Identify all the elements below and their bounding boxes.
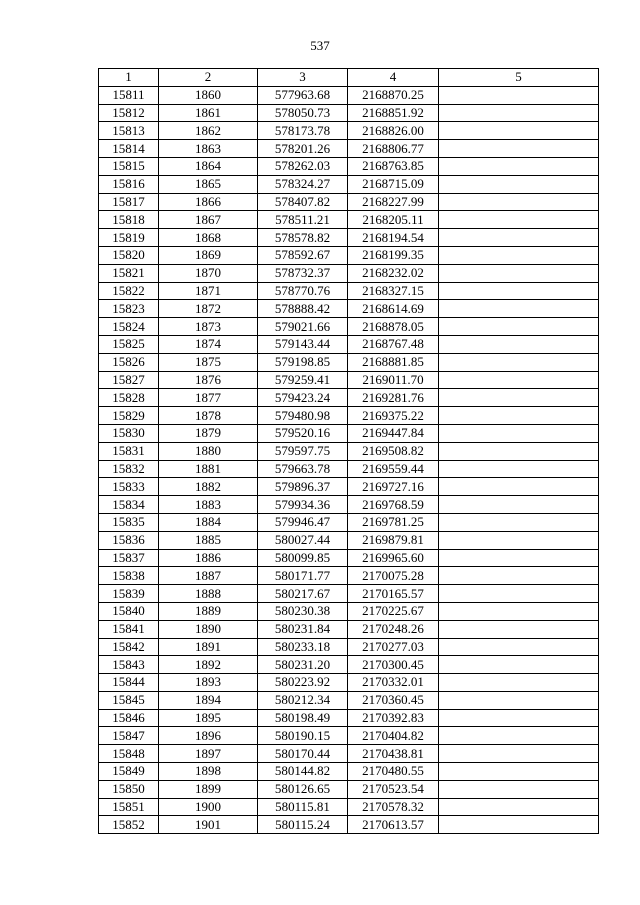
table-row bbox=[99, 122, 599, 140]
point-number-cell: 15833 bbox=[99, 478, 159, 496]
note-cell bbox=[439, 549, 599, 567]
note-cell bbox=[439, 104, 599, 122]
vertex-number-cell: 1862 bbox=[159, 122, 258, 140]
y-coordinate-cell: 2168614.69 bbox=[348, 300, 439, 318]
note-cell bbox=[439, 709, 599, 727]
note-cell bbox=[439, 157, 599, 175]
table-row bbox=[99, 656, 599, 674]
y-coordinate-cell: 2170480.55 bbox=[348, 763, 439, 781]
table-row bbox=[99, 460, 599, 478]
note-cell bbox=[439, 211, 599, 229]
vertex-number-cell: 1886 bbox=[159, 549, 258, 567]
vertex-number-cell: 1873 bbox=[159, 318, 258, 336]
note-cell bbox=[439, 424, 599, 442]
vertex-number-cell: 1901 bbox=[159, 816, 258, 834]
x-coordinate-cell: 578592.67 bbox=[258, 246, 348, 264]
point-number-cell: 15836 bbox=[99, 531, 159, 549]
x-coordinate-cell: 580198.49 bbox=[258, 709, 348, 727]
y-coordinate-cell: 2169879.81 bbox=[348, 531, 439, 549]
x-coordinate-cell: 578511.21 bbox=[258, 211, 348, 229]
vertex-number-cell: 1863 bbox=[159, 140, 258, 158]
note-cell bbox=[439, 229, 599, 247]
column-header-2: 2 bbox=[159, 69, 258, 87]
vertex-number-cell: 1891 bbox=[159, 638, 258, 656]
table-row bbox=[99, 264, 599, 282]
vertex-number-cell: 1882 bbox=[159, 478, 258, 496]
table-row bbox=[99, 638, 599, 656]
x-coordinate-cell: 580144.82 bbox=[258, 763, 348, 781]
x-coordinate-cell: 580027.44 bbox=[258, 531, 348, 549]
point-number-cell: 15849 bbox=[99, 763, 159, 781]
x-coordinate-cell: 580217.67 bbox=[258, 585, 348, 603]
table-row bbox=[99, 140, 599, 158]
vertex-number-cell: 1898 bbox=[159, 763, 258, 781]
table-row bbox=[99, 763, 599, 781]
point-number-cell: 15840 bbox=[99, 602, 159, 620]
y-coordinate-cell: 2169281.76 bbox=[348, 389, 439, 407]
note-cell bbox=[439, 246, 599, 264]
point-number-cell: 15844 bbox=[99, 674, 159, 692]
table-row bbox=[99, 531, 599, 549]
point-number-cell: 15850 bbox=[99, 780, 159, 798]
vertex-number-cell: 1860 bbox=[159, 86, 258, 104]
point-number-cell: 15831 bbox=[99, 442, 159, 460]
point-number-cell: 15848 bbox=[99, 745, 159, 763]
table-body bbox=[99, 86, 599, 833]
point-number-cell: 15829 bbox=[99, 407, 159, 425]
vertex-number-cell: 1892 bbox=[159, 656, 258, 674]
point-number-cell: 15837 bbox=[99, 549, 159, 567]
vertex-number-cell: 1883 bbox=[159, 496, 258, 514]
vertex-number-cell: 1877 bbox=[159, 389, 258, 407]
point-number-cell: 15826 bbox=[99, 353, 159, 371]
note-cell bbox=[439, 745, 599, 763]
x-coordinate-cell: 580171.77 bbox=[258, 567, 348, 585]
point-number-cell: 15811 bbox=[99, 86, 159, 104]
point-number-cell: 15845 bbox=[99, 691, 159, 709]
note-cell bbox=[439, 567, 599, 585]
y-coordinate-cell: 2168194.54 bbox=[348, 229, 439, 247]
point-number-cell: 15842 bbox=[99, 638, 159, 656]
note-cell bbox=[439, 780, 599, 798]
vertex-number-cell: 1881 bbox=[159, 460, 258, 478]
table-row bbox=[99, 157, 599, 175]
point-number-cell: 15825 bbox=[99, 335, 159, 353]
point-number-cell: 15832 bbox=[99, 460, 159, 478]
point-number-cell: 15852 bbox=[99, 816, 159, 834]
vertex-number-cell: 1875 bbox=[159, 353, 258, 371]
vertex-number-cell: 1889 bbox=[159, 602, 258, 620]
point-number-cell: 15830 bbox=[99, 424, 159, 442]
x-coordinate-cell: 580233.18 bbox=[258, 638, 348, 656]
y-coordinate-cell: 2170392.83 bbox=[348, 709, 439, 727]
vertex-number-cell: 1861 bbox=[159, 104, 258, 122]
table-row bbox=[99, 620, 599, 638]
note-cell bbox=[439, 816, 599, 834]
y-coordinate-cell: 2168205.11 bbox=[348, 211, 439, 229]
vertex-number-cell: 1888 bbox=[159, 585, 258, 603]
note-cell bbox=[439, 353, 599, 371]
x-coordinate-cell: 580115.24 bbox=[258, 816, 348, 834]
table-row bbox=[99, 246, 599, 264]
y-coordinate-cell: 2168826.00 bbox=[348, 122, 439, 140]
point-number-cell: 15820 bbox=[99, 246, 159, 264]
x-coordinate-cell: 580212.34 bbox=[258, 691, 348, 709]
note-cell bbox=[439, 122, 599, 140]
table-row bbox=[99, 567, 599, 585]
note-cell bbox=[439, 335, 599, 353]
x-coordinate-cell: 580126.65 bbox=[258, 780, 348, 798]
x-coordinate-cell: 579259.41 bbox=[258, 371, 348, 389]
vertex-number-cell: 1880 bbox=[159, 442, 258, 460]
x-coordinate-cell: 578770.76 bbox=[258, 282, 348, 300]
table-row bbox=[99, 407, 599, 425]
point-number-cell: 15822 bbox=[99, 282, 159, 300]
y-coordinate-cell: 2169559.44 bbox=[348, 460, 439, 478]
vertex-number-cell: 1866 bbox=[159, 193, 258, 211]
table-header-row bbox=[99, 69, 599, 87]
vertex-number-cell: 1896 bbox=[159, 727, 258, 745]
table-row bbox=[99, 371, 599, 389]
y-coordinate-cell: 2168851.92 bbox=[348, 104, 439, 122]
vertex-number-cell: 1900 bbox=[159, 798, 258, 816]
table-row bbox=[99, 104, 599, 122]
table-row bbox=[99, 549, 599, 567]
vertex-number-cell: 1890 bbox=[159, 620, 258, 638]
point-number-cell: 15827 bbox=[99, 371, 159, 389]
table-row bbox=[99, 335, 599, 353]
note-cell bbox=[439, 318, 599, 336]
table-row bbox=[99, 496, 599, 514]
x-coordinate-cell: 579021.66 bbox=[258, 318, 348, 336]
vertex-number-cell: 1879 bbox=[159, 424, 258, 442]
vertex-number-cell: 1872 bbox=[159, 300, 258, 318]
table-row bbox=[99, 780, 599, 798]
column-header-3: 3 bbox=[258, 69, 348, 87]
point-number-cell: 15823 bbox=[99, 300, 159, 318]
x-coordinate-cell: 579143.44 bbox=[258, 335, 348, 353]
note-cell bbox=[439, 727, 599, 745]
x-coordinate-cell: 579198.85 bbox=[258, 353, 348, 371]
note-cell bbox=[439, 496, 599, 514]
note-cell bbox=[439, 638, 599, 656]
y-coordinate-cell: 2169508.82 bbox=[348, 442, 439, 460]
note-cell bbox=[439, 656, 599, 674]
y-coordinate-cell: 2170613.57 bbox=[348, 816, 439, 834]
y-coordinate-cell: 2169727.16 bbox=[348, 478, 439, 496]
note-cell bbox=[439, 674, 599, 692]
y-coordinate-cell: 2168327.15 bbox=[348, 282, 439, 300]
note-cell bbox=[439, 371, 599, 389]
x-coordinate-cell: 579597.75 bbox=[258, 442, 348, 460]
point-number-cell: 15818 bbox=[99, 211, 159, 229]
table-row bbox=[99, 745, 599, 763]
note-cell bbox=[439, 86, 599, 104]
point-number-cell: 15821 bbox=[99, 264, 159, 282]
y-coordinate-cell: 2168199.35 bbox=[348, 246, 439, 264]
table-row bbox=[99, 86, 599, 104]
x-coordinate-cell: 578732.37 bbox=[258, 264, 348, 282]
table-row bbox=[99, 193, 599, 211]
coordinates-table bbox=[98, 68, 599, 834]
note-cell bbox=[439, 300, 599, 318]
x-coordinate-cell: 580190.15 bbox=[258, 727, 348, 745]
y-coordinate-cell: 2170438.81 bbox=[348, 745, 439, 763]
y-coordinate-cell: 2170360.45 bbox=[348, 691, 439, 709]
y-coordinate-cell: 2168767.48 bbox=[348, 335, 439, 353]
vertex-number-cell: 1895 bbox=[159, 709, 258, 727]
y-coordinate-cell: 2169781.25 bbox=[348, 513, 439, 531]
column-header-1: 1 bbox=[99, 69, 159, 87]
vertex-number-cell: 1874 bbox=[159, 335, 258, 353]
x-coordinate-cell: 578888.42 bbox=[258, 300, 348, 318]
vertex-number-cell: 1876 bbox=[159, 371, 258, 389]
y-coordinate-cell: 2170404.82 bbox=[348, 727, 439, 745]
table-row bbox=[99, 300, 599, 318]
note-cell bbox=[439, 140, 599, 158]
y-coordinate-cell: 2168878.05 bbox=[348, 318, 439, 336]
y-coordinate-cell: 2168763.85 bbox=[348, 157, 439, 175]
page-number: 537 bbox=[310, 38, 330, 53]
note-cell bbox=[439, 478, 599, 496]
y-coordinate-cell: 2170523.54 bbox=[348, 780, 439, 798]
x-coordinate-cell: 579520.16 bbox=[258, 424, 348, 442]
y-coordinate-cell: 2169965.60 bbox=[348, 549, 439, 567]
x-coordinate-cell: 579663.78 bbox=[258, 460, 348, 478]
y-coordinate-cell: 2170225.67 bbox=[348, 602, 439, 620]
table-row bbox=[99, 211, 599, 229]
point-number-cell: 15843 bbox=[99, 656, 159, 674]
table-row bbox=[99, 816, 599, 834]
x-coordinate-cell: 579423.24 bbox=[258, 389, 348, 407]
y-coordinate-cell: 2170248.26 bbox=[348, 620, 439, 638]
y-coordinate-cell: 2168806.77 bbox=[348, 140, 439, 158]
table-row bbox=[99, 798, 599, 816]
x-coordinate-cell: 579946.47 bbox=[258, 513, 348, 531]
point-number-cell: 15828 bbox=[99, 389, 159, 407]
note-cell bbox=[439, 691, 599, 709]
point-number-cell: 15846 bbox=[99, 709, 159, 727]
point-number-cell: 15824 bbox=[99, 318, 159, 336]
x-coordinate-cell: 578201.26 bbox=[258, 140, 348, 158]
note-cell bbox=[439, 193, 599, 211]
x-coordinate-cell: 579480.98 bbox=[258, 407, 348, 425]
vertex-number-cell: 1899 bbox=[159, 780, 258, 798]
x-coordinate-cell: 577963.68 bbox=[258, 86, 348, 104]
table-row bbox=[99, 175, 599, 193]
note-cell bbox=[439, 763, 599, 781]
y-coordinate-cell: 2168870.25 bbox=[348, 86, 439, 104]
note-cell bbox=[439, 264, 599, 282]
x-coordinate-cell: 580170.44 bbox=[258, 745, 348, 763]
point-number-cell: 15838 bbox=[99, 567, 159, 585]
table-row bbox=[99, 709, 599, 727]
x-coordinate-cell: 580099.85 bbox=[258, 549, 348, 567]
vertex-number-cell: 1884 bbox=[159, 513, 258, 531]
y-coordinate-cell: 2168715.09 bbox=[348, 175, 439, 193]
note-cell bbox=[439, 282, 599, 300]
y-coordinate-cell: 2170578.32 bbox=[348, 798, 439, 816]
point-number-cell: 15839 bbox=[99, 585, 159, 603]
vertex-number-cell: 1894 bbox=[159, 691, 258, 709]
note-cell bbox=[439, 585, 599, 603]
vertex-number-cell: 1893 bbox=[159, 674, 258, 692]
vertex-number-cell: 1870 bbox=[159, 264, 258, 282]
y-coordinate-cell: 2169768.59 bbox=[348, 496, 439, 514]
note-cell bbox=[439, 442, 599, 460]
vertex-number-cell: 1867 bbox=[159, 211, 258, 229]
table-row bbox=[99, 691, 599, 709]
y-coordinate-cell: 2170165.57 bbox=[348, 585, 439, 603]
x-coordinate-cell: 580223.92 bbox=[258, 674, 348, 692]
vertex-number-cell: 1868 bbox=[159, 229, 258, 247]
vertex-number-cell: 1869 bbox=[159, 246, 258, 264]
vertex-number-cell: 1864 bbox=[159, 157, 258, 175]
x-coordinate-cell: 578578.82 bbox=[258, 229, 348, 247]
note-cell bbox=[439, 531, 599, 549]
y-coordinate-cell: 2170277.03 bbox=[348, 638, 439, 656]
vertex-number-cell: 1887 bbox=[159, 567, 258, 585]
y-coordinate-cell: 2170332.01 bbox=[348, 674, 439, 692]
x-coordinate-cell: 580231.84 bbox=[258, 620, 348, 638]
y-coordinate-cell: 2168227.99 bbox=[348, 193, 439, 211]
y-coordinate-cell: 2168881.85 bbox=[348, 353, 439, 371]
note-cell bbox=[439, 602, 599, 620]
table-row bbox=[99, 513, 599, 531]
table-row bbox=[99, 424, 599, 442]
table-row bbox=[99, 353, 599, 371]
vertex-number-cell: 1897 bbox=[159, 745, 258, 763]
table-row bbox=[99, 229, 599, 247]
table-row bbox=[99, 602, 599, 620]
note-cell bbox=[439, 460, 599, 478]
vertex-number-cell: 1885 bbox=[159, 531, 258, 549]
x-coordinate-cell: 578407.82 bbox=[258, 193, 348, 211]
y-coordinate-cell: 2169447.84 bbox=[348, 424, 439, 442]
table-row bbox=[99, 389, 599, 407]
x-coordinate-cell: 579896.37 bbox=[258, 478, 348, 496]
y-coordinate-cell: 2170300.45 bbox=[348, 656, 439, 674]
note-cell bbox=[439, 798, 599, 816]
column-header-5: 5 bbox=[439, 69, 599, 87]
point-number-cell: 15814 bbox=[99, 140, 159, 158]
x-coordinate-cell: 578262.03 bbox=[258, 157, 348, 175]
point-number-cell: 15834 bbox=[99, 496, 159, 514]
table-row bbox=[99, 727, 599, 745]
note-cell bbox=[439, 389, 599, 407]
x-coordinate-cell: 580231.20 bbox=[258, 656, 348, 674]
y-coordinate-cell: 2168232.02 bbox=[348, 264, 439, 282]
point-number-cell: 15847 bbox=[99, 727, 159, 745]
table-row bbox=[99, 282, 599, 300]
x-coordinate-cell: 578324.27 bbox=[258, 175, 348, 193]
point-number-cell: 15812 bbox=[99, 104, 159, 122]
table-row bbox=[99, 674, 599, 692]
vertex-number-cell: 1871 bbox=[159, 282, 258, 300]
y-coordinate-cell: 2169375.22 bbox=[348, 407, 439, 425]
y-coordinate-cell: 2170075.28 bbox=[348, 567, 439, 585]
point-number-cell: 15813 bbox=[99, 122, 159, 140]
note-cell bbox=[439, 407, 599, 425]
x-coordinate-cell: 578050.73 bbox=[258, 104, 348, 122]
note-cell bbox=[439, 175, 599, 193]
x-coordinate-cell: 580230.38 bbox=[258, 602, 348, 620]
x-coordinate-cell: 578173.78 bbox=[258, 122, 348, 140]
table-row bbox=[99, 318, 599, 336]
note-cell bbox=[439, 513, 599, 531]
note-cell bbox=[439, 620, 599, 638]
x-coordinate-cell: 579934.36 bbox=[258, 496, 348, 514]
column-header-4: 4 bbox=[348, 69, 439, 87]
vertex-number-cell: 1865 bbox=[159, 175, 258, 193]
y-coordinate-cell: 2169011.70 bbox=[348, 371, 439, 389]
table-row bbox=[99, 442, 599, 460]
point-number-cell: 15817 bbox=[99, 193, 159, 211]
x-coordinate-cell: 580115.81 bbox=[258, 798, 348, 816]
point-number-cell: 15841 bbox=[99, 620, 159, 638]
point-number-cell: 15835 bbox=[99, 513, 159, 531]
vertex-number-cell: 1878 bbox=[159, 407, 258, 425]
point-number-cell: 15819 bbox=[99, 229, 159, 247]
point-number-cell: 15815 bbox=[99, 157, 159, 175]
table-row bbox=[99, 478, 599, 496]
point-number-cell: 15816 bbox=[99, 175, 159, 193]
point-number-cell: 15851 bbox=[99, 798, 159, 816]
table-row bbox=[99, 585, 599, 603]
